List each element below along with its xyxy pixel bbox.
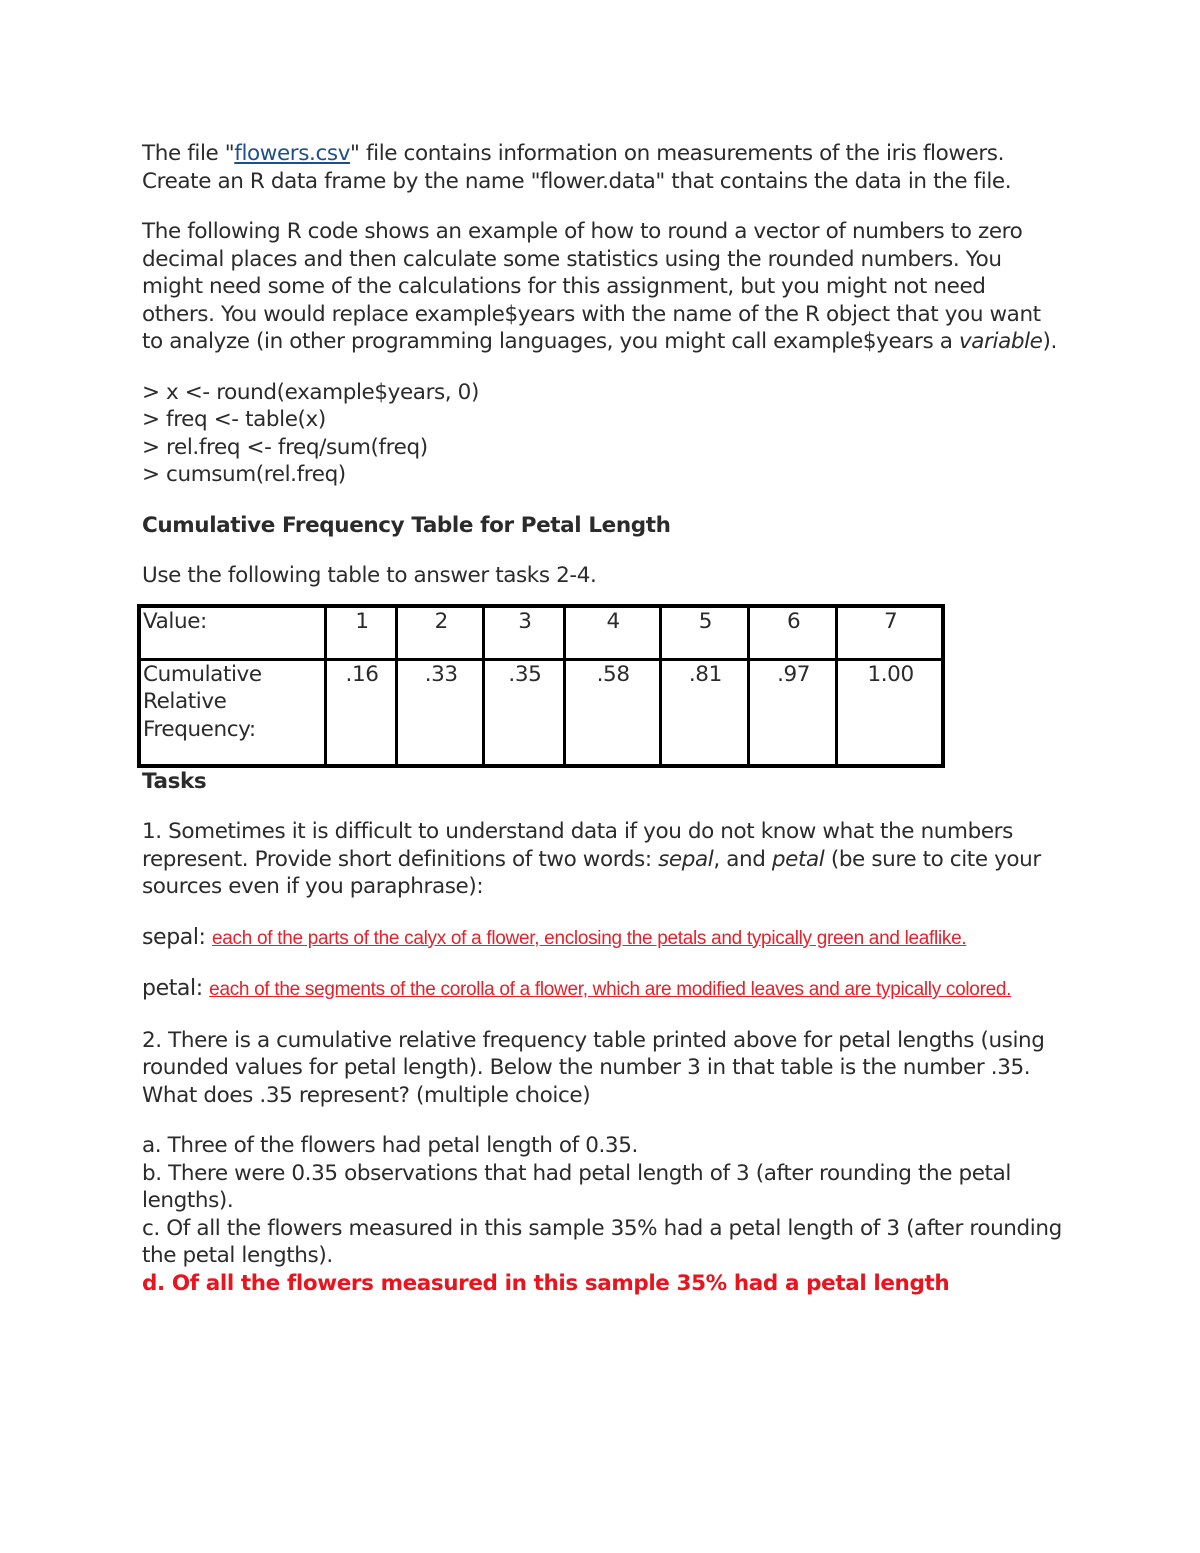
choice-c: c. Of all the flowers measured in this sample 35% had a petal length of 3 (after rounding the petal lengths). xyxy=(142,1215,1062,1268)
table-cell: 6 xyxy=(748,606,836,660)
row-label-value: Value: xyxy=(139,606,325,660)
code-line-4: > cumsum(rel.freq) xyxy=(142,462,346,487)
task1-italic-sepal: sepal xyxy=(658,846,714,872)
table-cell: .58 xyxy=(564,659,660,766)
table-cell: .97 xyxy=(748,659,836,766)
table-row-cum-rel-freq xyxy=(139,659,943,766)
choice-a: a. Three of the flowers had petal length of 0.35. xyxy=(142,1133,638,1158)
sepal-label: sepal: xyxy=(142,924,206,950)
task1-italic-petal: petal xyxy=(771,846,825,872)
sepal-definition xyxy=(142,924,1062,953)
table-row-values xyxy=(139,606,943,660)
intro-suffix: " file contains information on measurements of the iris flowers. Create an R data frame by the name "flower.data" that contains the data in the file. xyxy=(142,141,1012,194)
code-line-2: > freq <- table(x) xyxy=(142,407,326,432)
task-1 xyxy=(142,818,1062,901)
table-cell: 4 xyxy=(564,606,660,660)
r-code-block xyxy=(142,379,1062,489)
code-line-3: > rel.freq <- freq/sum(freq) xyxy=(142,434,428,460)
row-label-cum-rel-freq: Cumulative Relative Frequency: xyxy=(139,659,325,766)
table-instruction: Use the following table to answer tasks 2-4. xyxy=(142,563,597,588)
cumulative-frequency-table xyxy=(137,604,945,768)
explanation-text: The following R code shows an example of how to round a vector of numbers to zero decimal places and then calculate some statistics using the rounded numbers. You might need some of the calculations for this assignment, but you might not need others. You would replace example$years with the name of the R object that you want to analyze (in other programming languages, you might call example$years a xyxy=(142,219,1041,354)
explanation-paragraph xyxy=(142,218,1062,356)
code-line-1: > x <- round(example$years, 0) xyxy=(142,379,479,405)
choice-b: b. There were 0.35 observations that had petal length of 3 (after rounding the petal lengths). xyxy=(142,1160,1011,1213)
table-cell: .33 xyxy=(397,659,484,766)
tasks-heading: Tasks xyxy=(142,768,207,794)
task1-text-b: , and xyxy=(713,846,772,872)
table-cell: 7 xyxy=(837,606,943,660)
document-page xyxy=(142,140,1062,1297)
section-title: Cumulative Frequency Table for Petal Length xyxy=(142,512,671,538)
table-cell: 1.00 xyxy=(837,659,943,766)
table-cell: .35 xyxy=(484,659,564,766)
table-cell: 5 xyxy=(660,606,748,660)
task-2: 2. There is a cumulative relative frequency table printed above for petal lengths (using rounded values for petal length). Below the number 3 in that table is the number .35. What does .35 represent? (multiple choice) xyxy=(142,1027,1045,1108)
table-cell: .81 xyxy=(660,659,748,766)
petal-definition xyxy=(142,975,1062,1004)
table-cell: 1 xyxy=(325,606,396,660)
intro-paragraph xyxy=(142,140,1062,195)
task1-text-a: 1. Sometimes it is difficult to understand data if you do not know what the numbers represent. Provide short definitions of two words: xyxy=(142,819,1013,872)
table-cell: 3 xyxy=(484,606,564,660)
table-cell: .16 xyxy=(325,659,396,766)
intro-prefix: The file " xyxy=(142,141,235,166)
choice-d-selected: d. Of all the flowers measured in this sample 35% had a petal length xyxy=(142,1270,950,1296)
petal-answer: each of the segments of the corolla of a flower, which are modified leaves and are typically colored. xyxy=(209,979,1012,1000)
task2-choices xyxy=(142,1132,1062,1297)
explanation-end: ). xyxy=(1042,329,1057,354)
petal-label: petal: xyxy=(142,976,203,1001)
flowers-csv-link[interactable]: flowers.csv xyxy=(234,141,351,166)
sepal-answer: each of the parts of the calyx of a flower, enclosing the petals and typically green and leaflike. xyxy=(212,927,967,949)
table-cell: 2 xyxy=(397,606,484,660)
task1-text-c: (be sure to cite your sources even if you paraphrase): xyxy=(142,846,1041,899)
explanation-italic: variable xyxy=(958,329,1043,354)
